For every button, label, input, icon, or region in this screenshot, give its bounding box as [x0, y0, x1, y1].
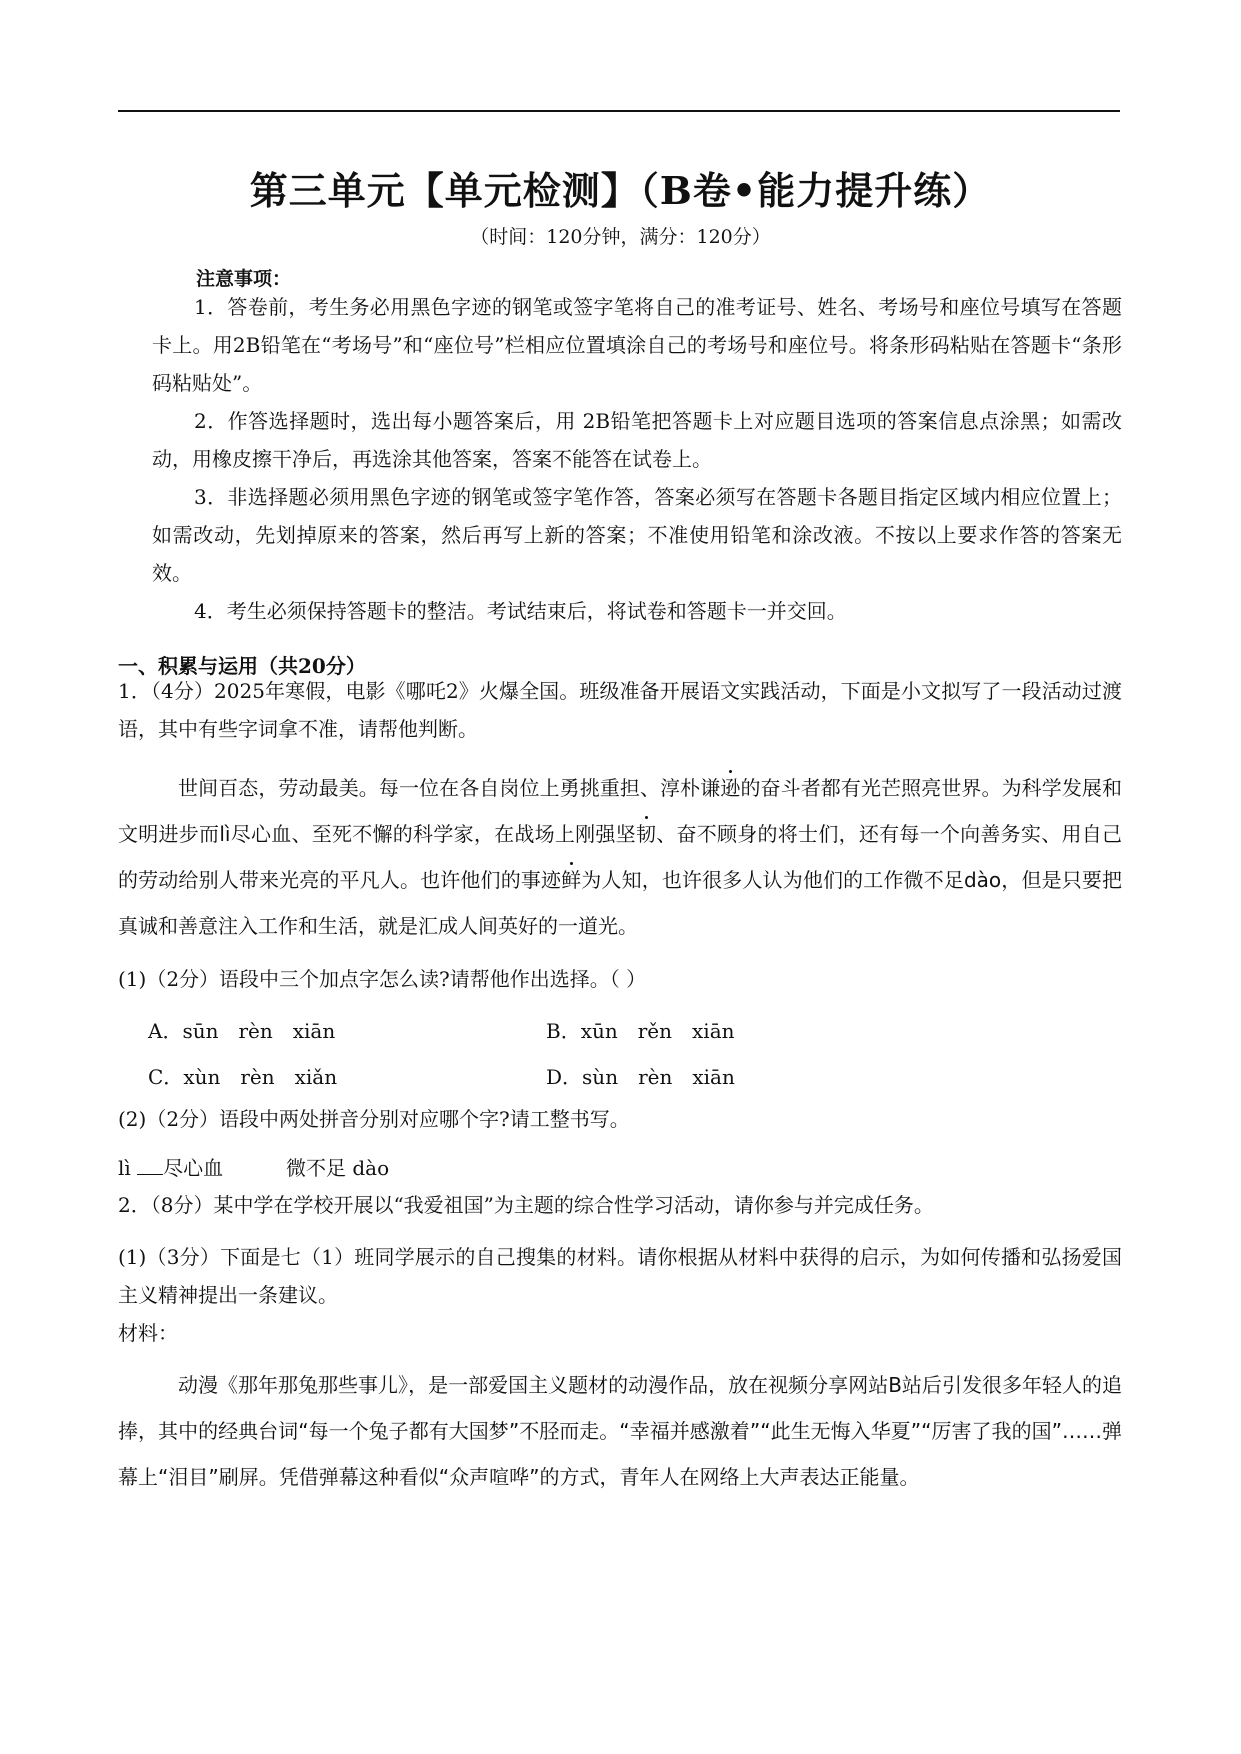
question-2-stem: 2．（8分）某中学在学校开展以“我爱祖国”为主题的综合性学习活动，请你参与并完成任务。	[118, 1193, 934, 1217]
notice-item: 4．考生必须保持答题卡的整洁。考试结束后，将试卷和答题卡一并交回。	[194, 599, 847, 623]
answer-blank[interactable]	[137, 1156, 163, 1175]
option-letter: B．	[546, 1019, 581, 1043]
passage-text: 为人知，也许很多人认为他们的工作微不足dào，但是只要把真诚和善意注入工作和生活，就是汇成人间英好的一道光。	[118, 868, 1123, 938]
option-text: sùn rèn xiān	[582, 1065, 735, 1089]
notice-item: 2．作答选择题时，选出每小题答案后，用 2B铅笔把答题卡上对应题目选项的答案信息点涂黑；如需改动，用橡皮擦干净后，再选涂其他答案，答案不能答在试卷上。	[152, 409, 1122, 471]
pinyin-prompt: lì	[118, 1156, 138, 1180]
material-label: 材料：	[118, 1321, 178, 1345]
option-text: xùn rèn xiǎn	[183, 1065, 338, 1089]
option-c[interactable]	[148, 1061, 337, 1090]
question-1-stem: 1．（4分）2025年寒假，电影《哪吒2》火爆全国。班级准备开展语文实践活动，下面是小文拟写了一段活动过渡语，其中有些字词拿不准，请帮他判断。	[118, 679, 1122, 741]
option-b[interactable]	[546, 1015, 735, 1044]
exam-time-info: （时间：120分钟，满分：120分）	[470, 226, 771, 248]
fill-blank-dao[interactable]: 微不足 dào	[286, 1156, 390, 1180]
dotted-character: 逊	[720, 776, 741, 800]
blank-suffix: 尽心血	[163, 1156, 224, 1180]
option-letter: C．	[148, 1065, 184, 1089]
passage-text: 世间百态，劳动最美。每一位在各自岗位上勇挑重担、淳朴谦	[178, 776, 721, 800]
question-1-sub1: (1)（2分）语段中三个加点字怎么读?请帮他作出选择。（ ）	[118, 967, 647, 991]
dotted-character: 鲜	[561, 868, 582, 892]
material-passage: 动漫《那年那兔那些事儿》，是一部爱国主义题材的动漫作品，放在视频分享网站B站后引发很多年轻人的追捧，其中的经典台词“每一个兔子都有大国梦”不胫而走。“幸福并感激着”“此生无悔入华夏”“厉害了我的国”……弹幕上“泪目”刷屏。凭借弹幕这种看似“众声喧哗”的方式，青年人在网络上大声表达正能量。	[118, 1373, 1122, 1489]
notice-item: 1．答卷前，考生务必用黑色字迹的钢笔或签字笔将自己的准考证号、姓名、考场号和座位号填写在答题卡上。用2B铅笔在“考场号”和“座位号”栏相应位置填涂自己的考场号和座位号。将条形码粘贴在答题卡“条形码粘贴处”。	[152, 295, 1122, 395]
option-d[interactable]	[546, 1061, 735, 1090]
option-letter: A．	[148, 1019, 183, 1043]
notice-heading: 注意事项：	[196, 268, 292, 290]
fill-blank-li[interactable]	[118, 1152, 223, 1181]
option-text: sūn rèn xiān	[182, 1019, 336, 1043]
option-letter: D．	[546, 1065, 583, 1089]
header-rule	[118, 110, 1120, 112]
option-text: xūn rěn xiān	[580, 1019, 735, 1043]
question-2-sub1: (1)（3分）下面是七（1）班同学展示的自己搜集的材料。请你根据从材料中获得的启示，为如何传播和弘扬爱国主义精神提出一条建议。	[118, 1245, 1122, 1307]
page-title: 第三单元【单元检测】（B卷•能力提升练）	[249, 168, 992, 213]
question-1-passage	[118, 765, 1122, 949]
dotted-character: 韧	[635, 822, 657, 846]
passage-text: 、奋不顾身的将士们，还有每一个向善务实、用自己的劳动给别人带来光亮的平凡人。也许他们的事迹	[118, 822, 1122, 892]
option-a[interactable]	[148, 1015, 335, 1044]
question-1-sub2: (2)（2分）语段中两处拼音分别对应哪个字?请工整书写。	[118, 1107, 630, 1131]
passage-text: 的奋斗者都有光芒照亮世界。为科学发展和文明进步而lì尽心血、至死不懈的科学家，在战场上刚强坚	[118, 776, 1123, 846]
notice-item: 3．非选择题必须用黑色字迹的钢笔或签字笔作答，答案必须写在答题卡各题目指定区域内相应位置上；如需改动，先划掉原来的答案，然后再写上新的答案；不准使用铅笔和涂改液。不按以上要求作答的答案无效。	[152, 485, 1122, 585]
section-heading: 一、积累与运用（共20分）	[118, 654, 366, 678]
